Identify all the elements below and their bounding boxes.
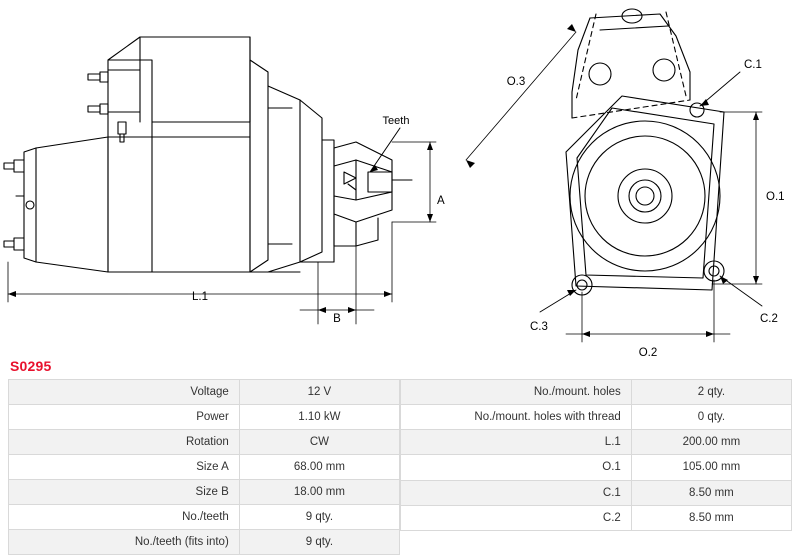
spec-label: Size B [9,480,240,505]
spec-value: 1.10 kW [239,405,399,430]
spec-value: 200.00 mm [631,430,791,455]
spec-table-right [400,379,792,555]
label-O1: O.1 [766,191,785,203]
side-view-group [4,37,412,272]
table-row [401,480,792,505]
spec-label: Size A [9,455,240,480]
front-view-group [566,9,724,295]
table-row [401,455,792,480]
spec-label: L.1 [401,430,632,455]
table-row [401,505,792,530]
spec-label: O.1 [401,455,632,480]
label-O2: O.2 [638,347,658,359]
table-row-empty [401,530,792,555]
spec-value: 9 qty. [239,530,399,555]
front-view-dimensions [466,24,762,342]
spec-label: C.2 [401,505,632,530]
label-C3: C.3 [530,321,548,333]
spec-value: 0 qty. [631,405,791,430]
spec-value: 9 qty. [239,505,399,530]
specifications [8,379,792,555]
spec-label: Voltage [9,380,240,405]
spec-value: 2 qty. [631,380,791,405]
spec-label: No./teeth [9,505,240,530]
table-row [401,380,792,405]
label-O3: O.3 [506,76,526,88]
spec-table-left [8,379,400,555]
label-L1: L.1 [192,291,208,303]
label-A: A [437,195,445,207]
table-row [9,505,400,530]
spec-label: C.1 [401,480,632,505]
spec-label-empty [401,530,632,555]
label-teeth: Teeth [382,115,410,127]
part-number: S0295 [10,358,52,374]
table-row [9,380,400,405]
spec-value: 105.00 mm [631,455,791,480]
spec-value-empty [631,530,791,555]
table-row [401,430,792,455]
spec-value: 8.50 mm [631,480,791,505]
table-row [9,455,400,480]
spec-label: No./teeth (fits into) [9,530,240,555]
table-row [9,405,400,430]
spec-value: CW [239,430,399,455]
spec-value: 8.50 mm [631,505,791,530]
label-B: B [333,313,341,325]
spec-label: Rotation [9,430,240,455]
label-C2: C.2 [760,313,778,325]
spec-label: Power [9,405,240,430]
spec-label: No./mount. holes with thread [401,405,632,430]
spec-value: 12 V [239,380,399,405]
side-view-dimensions [8,128,436,324]
table-row [9,480,400,505]
table-row [9,430,400,455]
table-row [401,405,792,430]
table-row [9,530,400,555]
spec-value: 18.00 mm [239,480,399,505]
spec-value: 68.00 mm [239,455,399,480]
spec-label: No./mount. holes [401,380,632,405]
label-C1: C.1 [744,59,762,71]
